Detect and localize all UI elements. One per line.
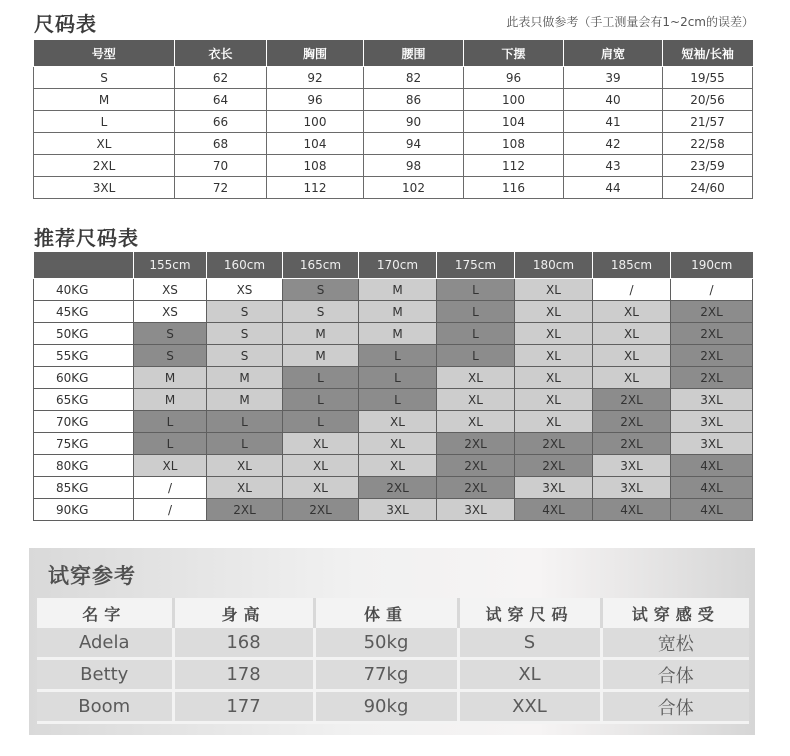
size-table-cell: 92: [267, 67, 364, 89]
recommended-size-cell: 2XL: [671, 367, 753, 389]
tryon-cell: XL: [458, 659, 601, 691]
recommended-size-cell: 3XL: [593, 455, 671, 477]
recommended-size-cell: /: [593, 279, 671, 301]
size-table-cell: 108: [267, 155, 364, 177]
recommended-size-cell: 2XL: [283, 499, 359, 521]
recommended-size-cell: L: [134, 433, 207, 455]
tryon-row: [37, 691, 749, 723]
tryon-cell: Betty: [37, 659, 173, 691]
size-table-header-cell: 号型: [34, 40, 175, 67]
recommended-size-cell: XL: [593, 301, 671, 323]
recommended-size-cell: 2XL: [207, 499, 283, 521]
tryon-cell: XXL: [458, 691, 601, 723]
recommended-size-cell: L: [283, 389, 359, 411]
size-table-header-cell: 衣长: [175, 40, 267, 67]
size-table-cell: 104: [464, 111, 564, 133]
weight-label-cell: 70KG: [34, 411, 134, 433]
size-table-cell: 116: [464, 177, 564, 199]
weight-label-cell: 75KG: [34, 433, 134, 455]
weight-label-cell: 45KG: [34, 301, 134, 323]
recommended-size-cell: XL: [283, 477, 359, 499]
tryon-cell: Adela: [37, 628, 173, 659]
size-table-row: [34, 89, 753, 111]
recommended-size-cell: /: [134, 477, 207, 499]
recommended-size-cell: XL: [207, 455, 283, 477]
recommended-size-cell: L: [437, 345, 515, 367]
size-table-header-cell: 肩宽: [564, 40, 663, 67]
size-table-header-cell: 短袖/长袖: [663, 40, 753, 67]
recommend-table-row: [34, 301, 753, 323]
recommended-size-cell: XS: [207, 279, 283, 301]
recommended-size-cell: M: [207, 389, 283, 411]
size-table-cell: 41: [564, 111, 663, 133]
recommended-size-cell: XL: [359, 455, 437, 477]
size-table-cell: 19/55: [663, 67, 753, 89]
tryon-header-cell: 试穿感受: [601, 598, 749, 628]
size-table-cell: S: [34, 67, 175, 89]
recommended-size-cell: 3XL: [593, 477, 671, 499]
recommend-table-header-row: [34, 252, 753, 279]
recommended-size-cell: L: [207, 411, 283, 433]
tryon-cell: Boom: [37, 691, 173, 723]
recommended-size-cell: S: [134, 323, 207, 345]
tryon-cell: 合体: [601, 691, 749, 723]
size-table-row: [34, 133, 753, 155]
size-table-cell: 39: [564, 67, 663, 89]
recommend-table-row: [34, 433, 753, 455]
size-table-cell: 104: [267, 133, 364, 155]
recommended-size-cell: XS: [134, 279, 207, 301]
recommended-size-cell: 2XL: [671, 323, 753, 345]
size-table-cell: 40: [564, 89, 663, 111]
size-table-cell: 96: [464, 67, 564, 89]
size-table-cell: 82: [364, 67, 464, 89]
recommended-size-cell: S: [207, 323, 283, 345]
recommended-size-cell: XL: [437, 389, 515, 411]
recommended-size-cell: M: [283, 323, 359, 345]
weight-label-cell: 85KG: [34, 477, 134, 499]
size-table-cell: 22/58: [663, 133, 753, 155]
size-table-header-cell: 腰围: [364, 40, 464, 67]
size-table-note: 此表只做参考（手工测量会有1~2cm的误差）: [506, 15, 754, 29]
size-table-cell: 21/57: [663, 111, 753, 133]
tryon-cell: 合体: [601, 659, 749, 691]
recommend-table-row: [34, 477, 753, 499]
tryon-cell: 178: [173, 659, 314, 691]
recommended-size-cell: M: [283, 345, 359, 367]
recommended-size-cell: L: [283, 367, 359, 389]
recommended-size-cell: M: [134, 367, 207, 389]
size-table-cell: 64: [175, 89, 267, 111]
recommended-size-cell: XL: [134, 455, 207, 477]
size-table-cell: 24/60: [663, 177, 753, 199]
recommended-size-cell: M: [359, 323, 437, 345]
recommended-size-cell: XL: [515, 345, 593, 367]
size-table-cell: 70: [175, 155, 267, 177]
height-header-cell: 180cm: [515, 252, 593, 279]
size-table-header-row: [34, 40, 753, 67]
height-header-cell: 155cm: [134, 252, 207, 279]
size-table-cell: 100: [464, 89, 564, 111]
recommended-size-cell: M: [359, 301, 437, 323]
weight-label-cell: 50KG: [34, 323, 134, 345]
recommended-size-cell: XS: [134, 301, 207, 323]
recommend-table-row: [34, 367, 753, 389]
tryon-table-header-row: [37, 598, 749, 628]
size-table-row: [34, 155, 753, 177]
recommended-size-cell: XL: [593, 367, 671, 389]
size-table-cell: M: [34, 89, 175, 111]
recommended-size-cell: L: [359, 389, 437, 411]
recommended-size-cell: 2XL: [593, 433, 671, 455]
size-table-cell: 20/56: [663, 89, 753, 111]
recommended-size-cell: 2XL: [515, 455, 593, 477]
height-header-cell: 190cm: [671, 252, 753, 279]
recommended-size-cell: 2XL: [359, 477, 437, 499]
recommended-size-cell: M: [359, 279, 437, 301]
size-table-header-cell: 胸围: [267, 40, 364, 67]
recommended-size-cell: L: [437, 301, 515, 323]
weight-label-cell: 80KG: [34, 455, 134, 477]
size-table-cell: 44: [564, 177, 663, 199]
height-header-cell: 185cm: [593, 252, 671, 279]
height-header-cell: 175cm: [437, 252, 515, 279]
tryon-cell: 177: [173, 691, 314, 723]
recommend-table-row: [34, 345, 753, 367]
recommended-size-cell: 2XL: [593, 411, 671, 433]
recommended-size-cell: 4XL: [515, 499, 593, 521]
size-table-cell: 66: [175, 111, 267, 133]
recommended-size-cell: XL: [593, 345, 671, 367]
size-table-cell: 102: [364, 177, 464, 199]
recommended-size-cell: M: [207, 367, 283, 389]
size-table-cell: 96: [267, 89, 364, 111]
size-table: [33, 40, 753, 199]
recommended-size-cell: 4XL: [593, 499, 671, 521]
recommend-table-corner: [34, 252, 134, 279]
recommended-size-cell: 3XL: [359, 499, 437, 521]
recommended-size-cell: XL: [515, 411, 593, 433]
size-table-cell: 100: [267, 111, 364, 133]
tryon-row: [37, 628, 749, 659]
recommended-size-cell: XL: [515, 389, 593, 411]
size-table-cell: 90: [364, 111, 464, 133]
size-table-cell: 23/59: [663, 155, 753, 177]
recommended-size-cell: 2XL: [437, 455, 515, 477]
tryon-cell: 168: [173, 628, 314, 659]
size-table-header-cell: 下摆: [464, 40, 564, 67]
size-table-cell: 94: [364, 133, 464, 155]
recommended-size-cell: XL: [283, 433, 359, 455]
recommended-size-cell: 3XL: [671, 433, 753, 455]
recommended-size-cell: XL: [359, 411, 437, 433]
recommended-size-cell: /: [134, 499, 207, 521]
size-table-cell: 72: [175, 177, 267, 199]
recommended-size-cell: 2XL: [593, 389, 671, 411]
size-table-cell: 42: [564, 133, 663, 155]
recommended-size-cell: L: [437, 279, 515, 301]
recommend-table-row: [34, 499, 753, 521]
tryon-header-cell: 名字: [37, 598, 173, 628]
recommend-table-title: 推荐尺码表: [34, 226, 139, 250]
recommended-size-cell: /: [671, 279, 753, 301]
recommended-size-cell: 2XL: [671, 345, 753, 367]
size-table-cell: 43: [564, 155, 663, 177]
recommended-size-cell: L: [359, 367, 437, 389]
recommended-size-cell: L: [437, 323, 515, 345]
size-table-cell: 68: [175, 133, 267, 155]
size-table-row: [34, 67, 753, 89]
recommended-size-cell: XL: [437, 367, 515, 389]
recommended-size-cell: S: [207, 345, 283, 367]
size-table-cell: 2XL: [34, 155, 175, 177]
recommended-size-cell: L: [359, 345, 437, 367]
recommended-size-cell: 2XL: [515, 433, 593, 455]
recommend-table-row: [34, 323, 753, 345]
size-table-cell: 112: [464, 155, 564, 177]
height-header-cell: 160cm: [207, 252, 283, 279]
recommended-size-cell: S: [283, 279, 359, 301]
recommend-table-row: [34, 389, 753, 411]
recommended-size-cell: XL: [283, 455, 359, 477]
recommended-size-cell: M: [134, 389, 207, 411]
recommended-size-cell: S: [134, 345, 207, 367]
tryon-cell: S: [458, 628, 601, 659]
size-table-cell: 86: [364, 89, 464, 111]
size-table-cell: 62: [175, 67, 267, 89]
recommended-size-cell: XL: [515, 323, 593, 345]
size-table-cell: L: [34, 111, 175, 133]
size-table-cell: 108: [464, 133, 564, 155]
tryon-cell: 77kg: [314, 659, 458, 691]
weight-label-cell: 65KG: [34, 389, 134, 411]
recommended-size-cell: 4XL: [671, 477, 753, 499]
weight-label-cell: 55KG: [34, 345, 134, 367]
recommended-size-cell: 4XL: [671, 455, 753, 477]
recommended-size-cell: 3XL: [437, 499, 515, 521]
recommended-size-cell: XL: [437, 411, 515, 433]
recommended-size-cell: 3XL: [515, 477, 593, 499]
size-table-title: 尺码表: [34, 12, 97, 36]
tryon-row: [37, 659, 749, 691]
recommended-size-cell: L: [283, 411, 359, 433]
recommended-size-cell: 3XL: [671, 389, 753, 411]
recommended-size-cell: S: [283, 301, 359, 323]
recommended-size-cell: L: [134, 411, 207, 433]
recommended-size-cell: 4XL: [671, 499, 753, 521]
recommend-table-row: [34, 455, 753, 477]
tryon-header-cell: 试穿尺码: [458, 598, 601, 628]
height-header-cell: 165cm: [283, 252, 359, 279]
recommended-size-cell: L: [207, 433, 283, 455]
recommended-size-cell: XL: [515, 301, 593, 323]
tryon-cell: 50kg: [314, 628, 458, 659]
size-table-row: [34, 177, 753, 199]
recommended-size-cell: XL: [359, 433, 437, 455]
recommended-size-cell: 2XL: [437, 477, 515, 499]
tryon-header-cell: 身高: [173, 598, 314, 628]
recommend-table-row: [34, 279, 753, 301]
weight-label-cell: 40KG: [34, 279, 134, 301]
tryon-table: [37, 598, 749, 724]
recommended-size-cell: XL: [593, 323, 671, 345]
recommended-size-cell: 2XL: [437, 433, 515, 455]
size-table-row: [34, 111, 753, 133]
recommended-size-cell: XL: [515, 367, 593, 389]
tryon-header-cell: 体重: [314, 598, 458, 628]
tryon-table-title: 试穿参考: [48, 564, 136, 588]
size-table-cell: 3XL: [34, 177, 175, 199]
weight-label-cell: 60KG: [34, 367, 134, 389]
recommend-table-row: [34, 411, 753, 433]
recommended-size-cell: XL: [207, 477, 283, 499]
recommended-size-cell: XL: [515, 279, 593, 301]
tryon-cell: 宽松: [601, 628, 749, 659]
size-table-cell: 98: [364, 155, 464, 177]
size-table-cell: 112: [267, 177, 364, 199]
weight-label-cell: 90KG: [34, 499, 134, 521]
recommended-size-cell: 3XL: [671, 411, 753, 433]
height-header-cell: 170cm: [359, 252, 437, 279]
tryon-cell: 90kg: [314, 691, 458, 723]
recommended-size-cell: 2XL: [671, 301, 753, 323]
recommended-size-cell: S: [207, 301, 283, 323]
size-table-cell: XL: [34, 133, 175, 155]
recommend-size-table: [33, 252, 753, 521]
